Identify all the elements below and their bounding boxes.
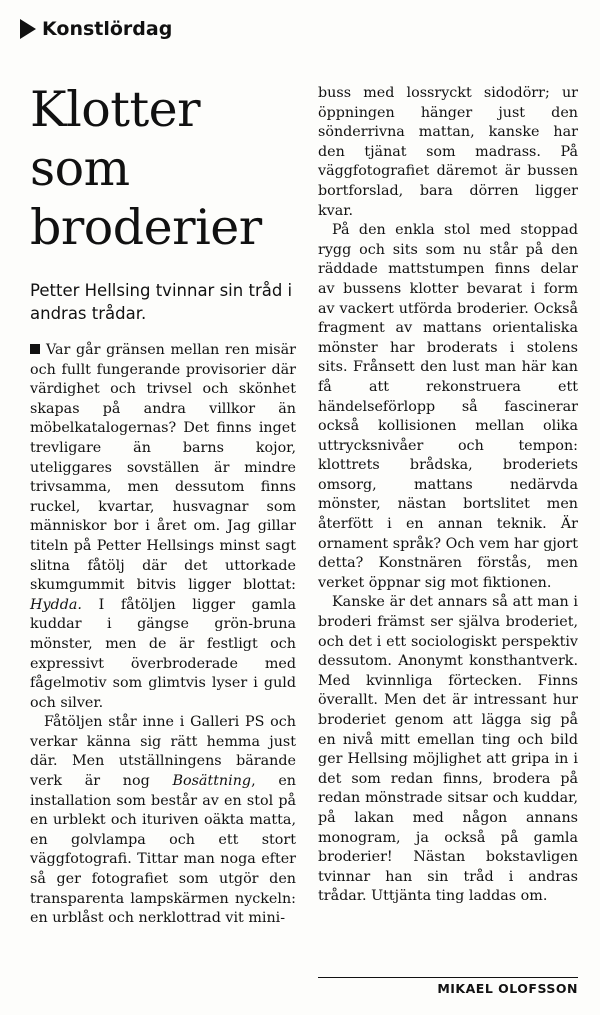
right-column [318,84,578,907]
paragraph: På den enkla stol med stoppad rygg och sits som nu står på den räddade mattstumpen finns delar av bussens klotter bevarat i form av vackert utförda broderier. Också fragment av mattans orientaliska mönster har broderats i stolens sits. Frånsett den lust man här kan få att rekonstruera ett händelseförlopp så fascinerar också kollisionen mellan olika uttrycksnivåer och tempon: klottrets brådska, broderiets omsorg, mattans nedärvda mönster, nästan bortslitet men återfött i en annan teknik. Är ornament språk? Och vem har gjort detta? Konstnären förstås, men verket öppnar sig mot fiktionen. [318,222,578,591]
left-column [30,80,296,929]
play-triangle-icon [20,19,36,39]
artwork-title: Bosättning [172,773,252,790]
paragraph: Kanske är det annars så att man i broderi främst ser själva broderiet, och det i ett sociologiskt perspektiv dessutom. Anonymt konsthantverk. Med kvinnliga förtecken. Finns överallt. Men det är intressant hur broderiet genom att lägga sig på en nivå mitt emellan ting och bild ger Hellsing möjlighet att gripa in i det som redan finns, brodera på redan mönstrade sitsar och kuddar, på lakan med någon annans monogram, ja också på gamla broderier! Nästan bokstavligen tvinnar han sin tråd i andras trådar. Uttjänta ting laddas om. [318,594,578,905]
ingress: Petter Hellsing tvinnar sin tråd i andras trådar. [30,281,293,323]
artwork-title: Hydda. [30,596,82,613]
section-label-text: Konstlördag [42,18,173,40]
headline: Klotter som broderier [30,81,262,256]
body-text-right [318,84,578,907]
paragraph: Fåtöljen står inne i Galleri PS och verkar känna sig rätt hemma just där. Men utställningens bärande verk är nog Bosättning, en installation som består av en stol på en urblekt och ituriven oäkta matta, en golvlampa och ett stort väggfotografi. Tittar man noga efter så ger fotografiet som utgör den transparenta lampskärmen nyckeln: en urblåst och nerklottrad vit mini- [30,714,296,927]
byline: MIKAEL OLOFSSON [318,977,578,996]
body-text-left [30,341,296,929]
paragraph: buss med lossryckt sidodörr; ur öppningen hänger just den sönderrivna mattan, kanske har den tjänat som madrass. På väggfotografiet däremot är bussen bortforslad, bara dörren ligger kvar. [318,85,578,219]
section-label [20,18,172,40]
paragraph: Var går gränsen mellan ren misär och fullt fungerande provisorier där värdighet och trivsel och skönhet skapas på andra villkor än möbelkatalogernas? Det finns inget trevligare än barns kojor, uteliggares sovställen är mindre trivsamma, men dessutom finns ruckel, kvartar, husvagnar som människor bor i året om. Jag gillar titeln på Petter Hellsings minst sagt slitna fåtölj där det uttorkade skumgummit bitvis ligger blottat: Hydda. I fåtöljen ligger gamla kuddar i gängse grön-bruna mönster, men de är festligt och expressivt överbroderade med fågelmotiv som glimtvis lyser i guld och silver. [30,341,296,713]
